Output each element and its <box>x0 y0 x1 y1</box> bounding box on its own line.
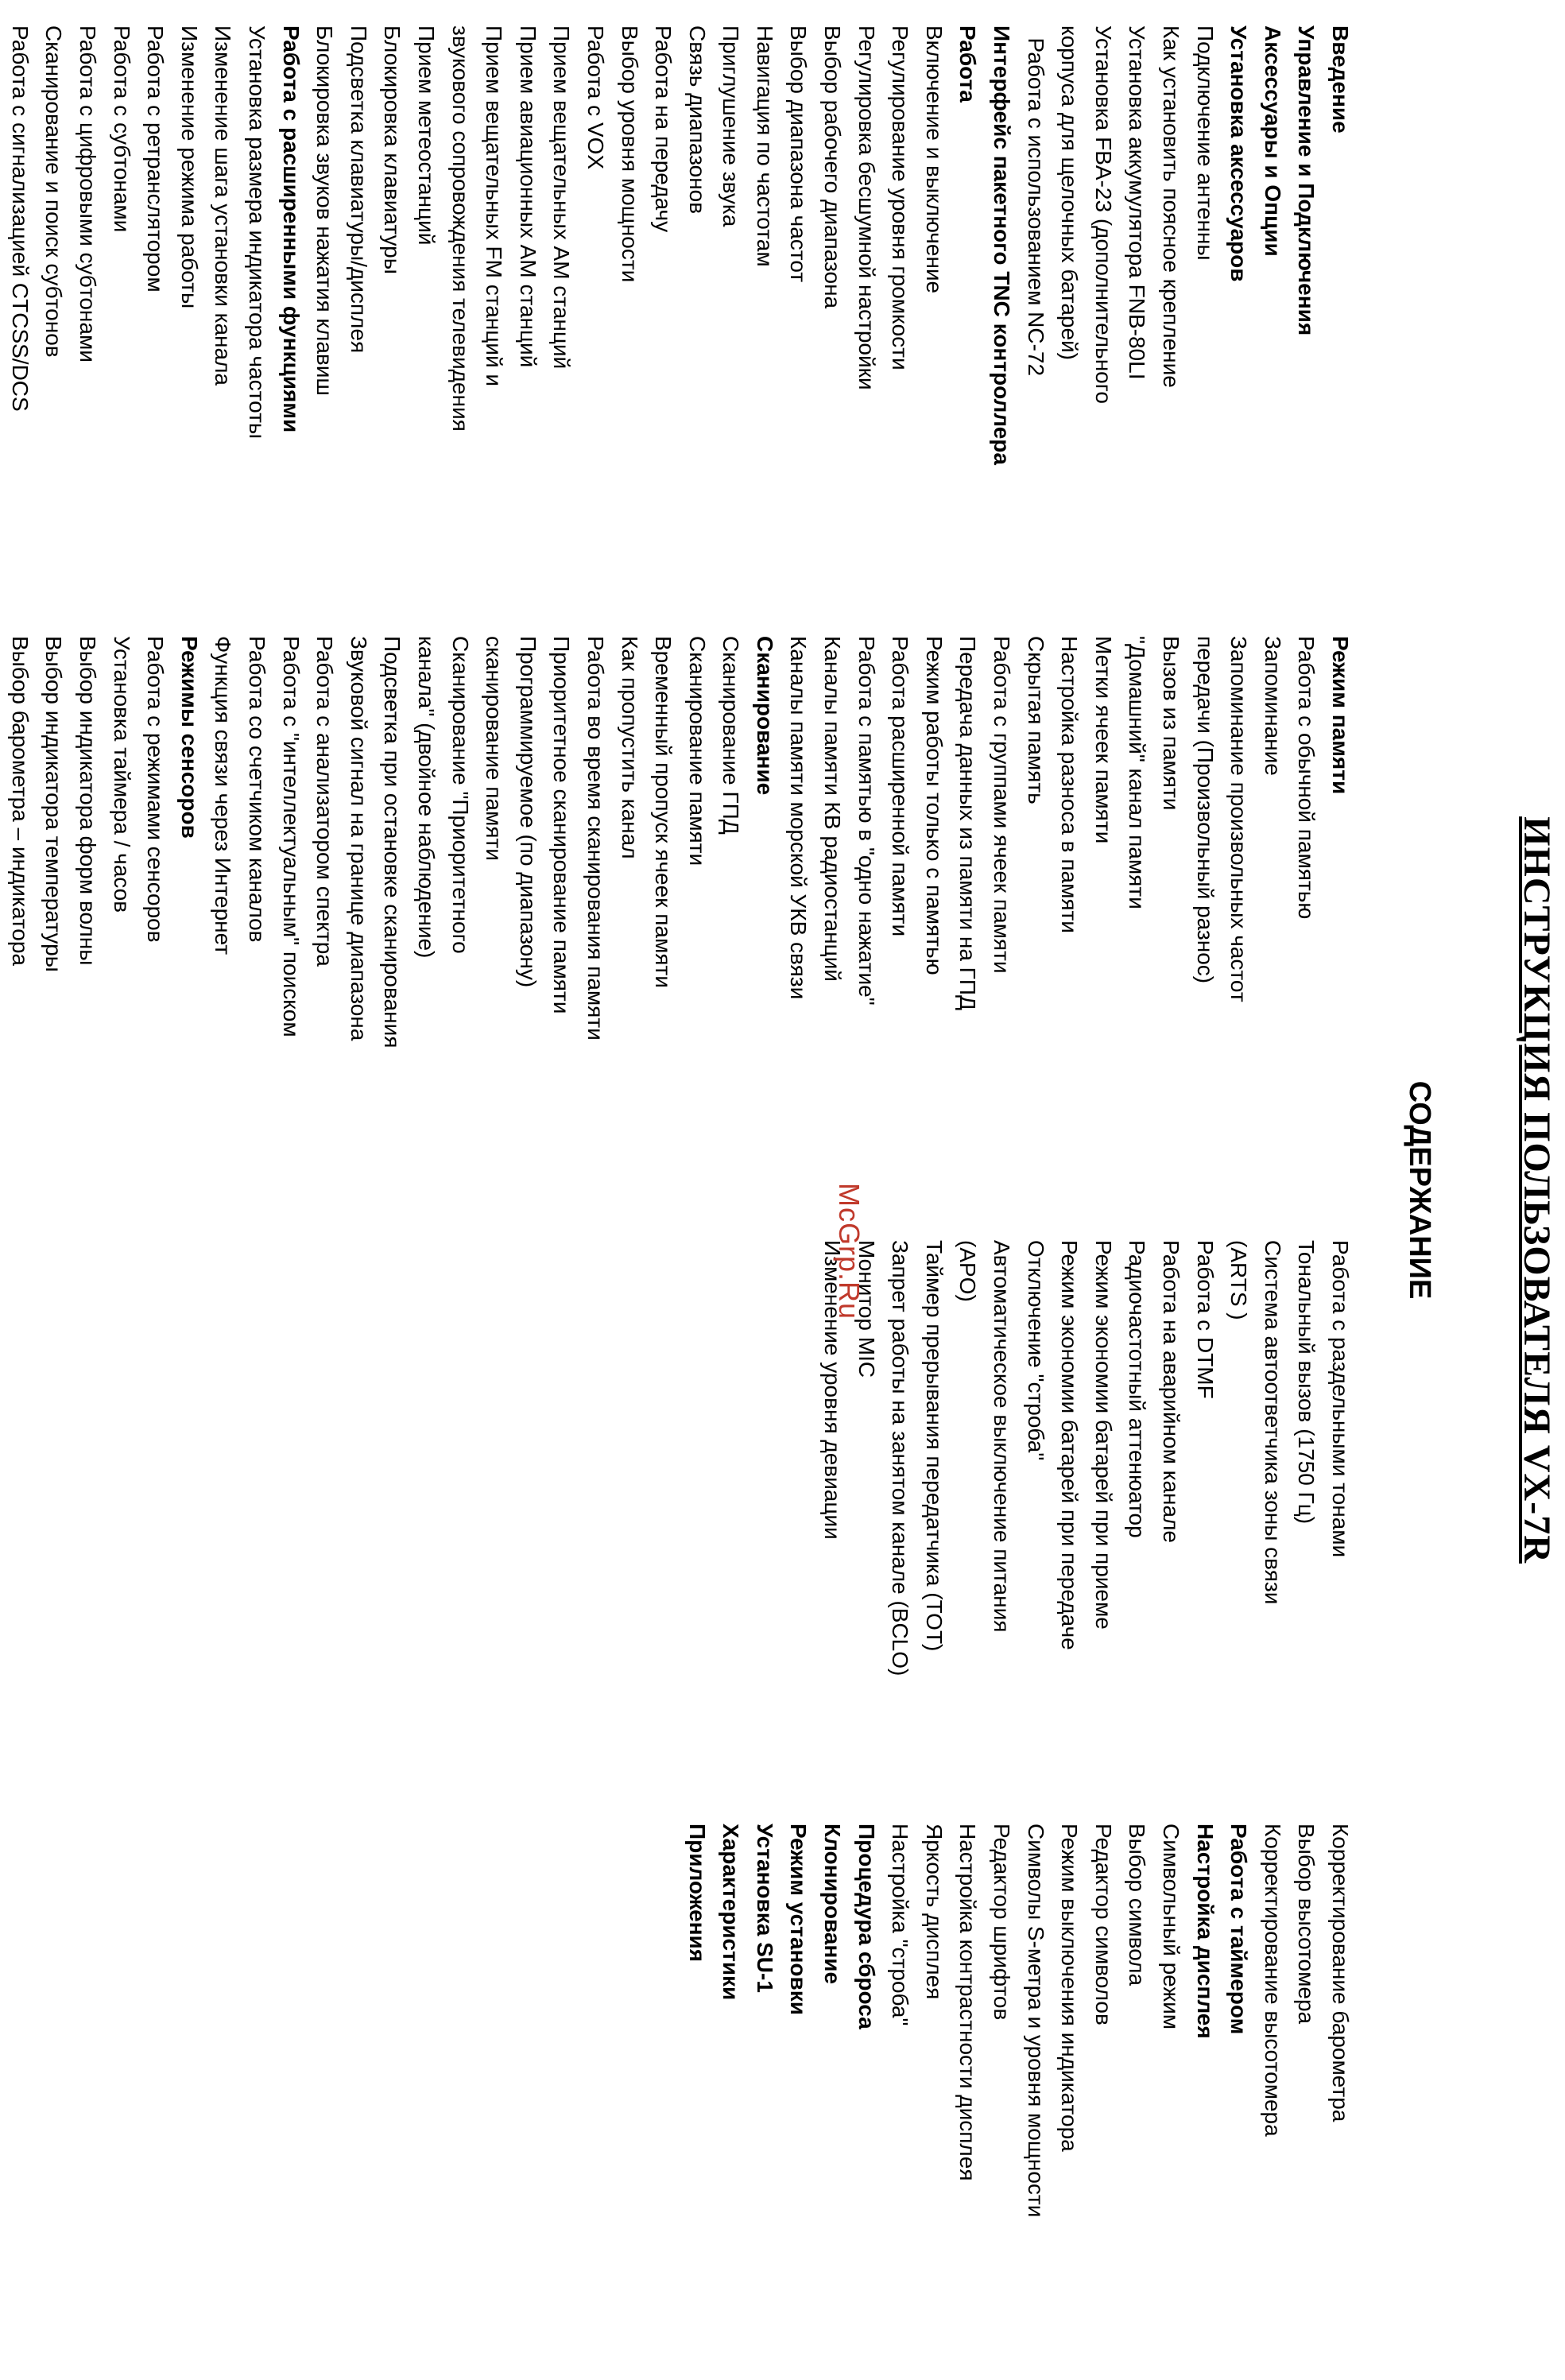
toc-entry: Режим экономии батарей при приеме <box>1090 1240 1116 1630</box>
toc-entry: Скрытая память <box>1023 636 1048 804</box>
toc-entry: Работа с "интеллектуальным" поиском <box>278 636 304 1037</box>
toc-entry: Выбор высотомера <box>1294 1824 1319 2025</box>
toc-entry: Запоминание произвольных частот <box>1226 636 1252 1002</box>
toc-entry: Регулирование уровня громкости <box>888 25 913 370</box>
toc-entry: Редактор шрифтов <box>990 1824 1015 2021</box>
toc-entry: Корректирование барометра <box>1328 1824 1353 2122</box>
toc-entry: Установка таймера / часов <box>109 636 134 913</box>
toc-section-heading: Установка аксессуаров <box>1226 25 1252 282</box>
toc-entry: Работа с ретранслятором <box>143 25 169 293</box>
toc-entry: Режим экономии батарей при передаче <box>1057 1240 1083 1650</box>
toc-heading: СОДЕРЖАНИЕ <box>1403 1080 1436 1300</box>
toc-entry: канала" (двойное наблюдение) <box>413 636 439 959</box>
toc-entry: Вызов из памяти <box>1159 636 1184 811</box>
toc-entry: (ARTS ) <box>1226 1240 1252 1320</box>
toc-entry: Отключение "строба" <box>1023 1240 1048 1461</box>
toc-entry: Автоматическое выключение питания <box>990 1240 1015 1633</box>
toc-entry: Работа с обычной памятью <box>1294 636 1319 920</box>
toc-entry: Работа с режимами сенсоров <box>143 636 169 943</box>
toc-entry: Система автоответчика зоны связи <box>1260 1240 1285 1605</box>
toc-entry: Подключение антенны <box>1192 25 1218 261</box>
toc-entry: Работа с использованием NC-72 <box>1023 25 1048 377</box>
toc-column-4 <box>680 1824 1357 2380</box>
toc-entry: Изменение шага установки канала <box>211 25 236 386</box>
toc-entry: Блокировка звуков нажатия клавиш <box>312 25 338 396</box>
toc-entry: Запрет работы на занятом канале (BCLO) <box>888 1240 913 1676</box>
toc-entry: Символы S-метра и уровня мощности <box>1023 1824 1048 2218</box>
toc-entry: Запоминание <box>1260 636 1285 776</box>
toc-entry: Работа во время сканирования памяти <box>583 636 608 1041</box>
toc-entry: Работа с субтонами <box>109 25 134 233</box>
page-title: ИНСТРУКЦИЯ ПОЛЬЗОВАТЕЛЯ VX-7R <box>1516 816 1558 1564</box>
toc-entry: Передача данных из памяти на ГПД <box>955 636 981 1010</box>
toc-entry: Прием авиационных AM станций <box>515 25 540 368</box>
toc-section-heading: Клонирование <box>820 1824 846 1985</box>
toc-section-heading: Аксессуары и Опции <box>1260 25 1285 257</box>
toc-entry: Радиочастотный аттенюатор <box>1125 1240 1150 1538</box>
toc-entry: Корректирование высотомера <box>1260 1824 1285 2137</box>
toc-section-heading: Введение <box>1328 25 1353 134</box>
toc-entry: Работа с памятью в "одно нажатие" <box>854 636 879 1006</box>
toc-entry: Каналы памяти морской УКВ связи <box>786 636 812 1000</box>
toc-entry: Выбор индикатора температуры <box>41 636 67 972</box>
toc-entry: Выбор символа <box>1125 1824 1150 1987</box>
toc-section-heading: Сканирование <box>752 636 777 796</box>
watermark-text: McGrp.Ru <box>833 1183 866 1320</box>
toc-entry: Редактор символов <box>1090 1824 1116 2025</box>
toc-entry: "Домашний" канал памяти <box>1125 636 1150 909</box>
toc-entry: Изменение режима работы <box>176 25 202 309</box>
toc-entry: Как установить поясное крепление <box>1159 25 1184 388</box>
toc-section-heading: Процедура сброса <box>854 1824 879 2029</box>
toc-entry: Работа с VOX <box>583 25 608 170</box>
toc-entry: Настройка контрастности дисплея <box>955 1824 981 2181</box>
toc-entry: передачи (Произвольный разнос) <box>1192 636 1218 984</box>
toc-entry: Регулировка бесшумной настройки <box>854 25 879 390</box>
toc-entry: сканирование памяти <box>482 636 507 861</box>
toc-entry: Выбор индикатора форм волны <box>76 636 101 966</box>
toc-entry: Установка аккумулятора FNB-80LI <box>1125 25 1150 380</box>
toc-column-3 <box>815 1240 1358 1812</box>
toc-entry: корпуса для щелочных батарей) <box>1057 25 1083 360</box>
toc-section-heading: Работа <box>955 25 981 103</box>
toc-entry: Символьный режим <box>1159 1824 1184 2030</box>
toc-entry: Временный пропуск ячеек памяти <box>651 636 676 988</box>
toc-section-heading: Интерфейс пакетного TNC контроллера <box>990 25 1015 465</box>
toc-entry: Как пропустить канал <box>617 636 642 859</box>
toc-section-heading: Управление и Подключения <box>1294 25 1319 336</box>
toc-entry: Режим работы только с памятью <box>921 636 947 975</box>
toc-entry: Метки ячеек памяти <box>1090 636 1116 844</box>
toc-section-heading: Установка SU-1 <box>752 1824 777 1993</box>
toc-entry: Сканирование памяти <box>684 636 710 866</box>
toc-entry: Изменение уровня девиации <box>820 1240 846 1540</box>
toc-section-heading: Настройка дисплея <box>1192 1824 1218 2039</box>
toc-entry: Установка размера индикатора частоты <box>245 25 269 440</box>
toc-entry: Настройка разноса в памяти <box>1057 636 1083 933</box>
toc-section-heading: Режим установки <box>786 1824 812 2015</box>
toc-entry: Выбор диапазона частот <box>786 25 812 283</box>
toc-entry: Приглушение звука <box>719 25 744 227</box>
toc-entry: Яркость дисплея <box>921 1824 947 2000</box>
toc-entry: Работа на аварийном канале <box>1159 1240 1184 1543</box>
toc-entry: Навигация по частотам <box>752 25 777 267</box>
toc-section-heading: Приложения <box>684 1824 710 1963</box>
toc-section-heading: Работа с расширенными функциями <box>278 25 304 433</box>
toc-section-heading: Режимы сенсоров <box>176 636 202 839</box>
toc-entry: звукового сопровождения телевидения <box>447 25 473 432</box>
toc-entry: Подсветка клавиатуры/дисплея <box>346 25 371 354</box>
toc-section-heading: Режим памяти <box>1328 636 1353 795</box>
toc-entry: Выбор рабочего диапазона <box>820 25 846 309</box>
toc-entry: Монитор MIC <box>854 1240 879 1378</box>
toc-section-heading: Работа с таймером <box>1226 1824 1252 2035</box>
toc-entry: Сканирование ГПД <box>719 636 744 835</box>
toc-entry: Работа расширенной памяти <box>888 636 913 937</box>
toc-entry: Работа со счетчиком каналов <box>245 636 269 943</box>
toc-column-2 <box>0 636 1357 1192</box>
toc-entry: Работа с цифровыми субтонами <box>76 25 101 362</box>
toc-entry: Настройка "строба" <box>888 1824 913 2026</box>
toc-column-1 <box>2 25 1357 566</box>
toc-entry: Тональный вызов (1750 Гц) <box>1294 1240 1319 1525</box>
toc-entry: Прием вещательных FM станций и <box>482 25 507 387</box>
toc-entry: Режим выключения индикатора <box>1057 1824 1083 2152</box>
toc-entry: Установка FBA-23 (дополнительного <box>1090 25 1116 404</box>
toc-entry: Каналы памяти КВ радиостанций <box>820 636 846 982</box>
toc-entry: Выбор уровня мощности <box>617 25 642 283</box>
toc-entry: Блокировка клавиатуры <box>380 25 405 274</box>
toc-entry: Выбор барометра – индикатора <box>7 636 33 966</box>
toc-entry: Работа с DTMF <box>1192 1240 1218 1399</box>
toc-entry: (APO) <box>955 1240 981 1302</box>
toc-entry: Работа с раздельными тонами <box>1328 1240 1353 1558</box>
toc-entry: Сканирование и поиск субтонов <box>41 25 67 358</box>
toc-entry: Таймер прерывания передатчика (TOT) <box>921 1240 947 1652</box>
toc-entry: Приоритетное сканирование памяти <box>549 636 575 1014</box>
toc-entry: Звуковой сигнал на границе диапазона <box>346 636 371 1041</box>
toc-entry: Программируемое (по диапазону) <box>515 636 540 988</box>
toc-entry: Прием вещательных AM станций <box>549 25 575 370</box>
toc-entry: Функция связи через Интернет <box>211 636 236 955</box>
toc-entry: Сканирование "Приоритетного <box>447 636 473 954</box>
toc-entry: Подсветка при остановке сканирования <box>380 636 405 1049</box>
toc-entry: Работа с сигнализацией CTCSS/DCS <box>7 25 33 412</box>
toc-entry: Работа с группами ячеек памяти <box>990 636 1015 974</box>
toc-entry: Связь диапазонов <box>684 25 710 215</box>
toc-entry: Работа с анализатором спектра <box>312 636 338 967</box>
toc-entry: Работа на передачу <box>651 25 676 233</box>
toc-section-heading: Характеристики <box>719 1824 744 2001</box>
toc-entry: Включение и выключение <box>921 25 947 294</box>
toc-entry: Прием метеостанций <box>413 25 439 246</box>
